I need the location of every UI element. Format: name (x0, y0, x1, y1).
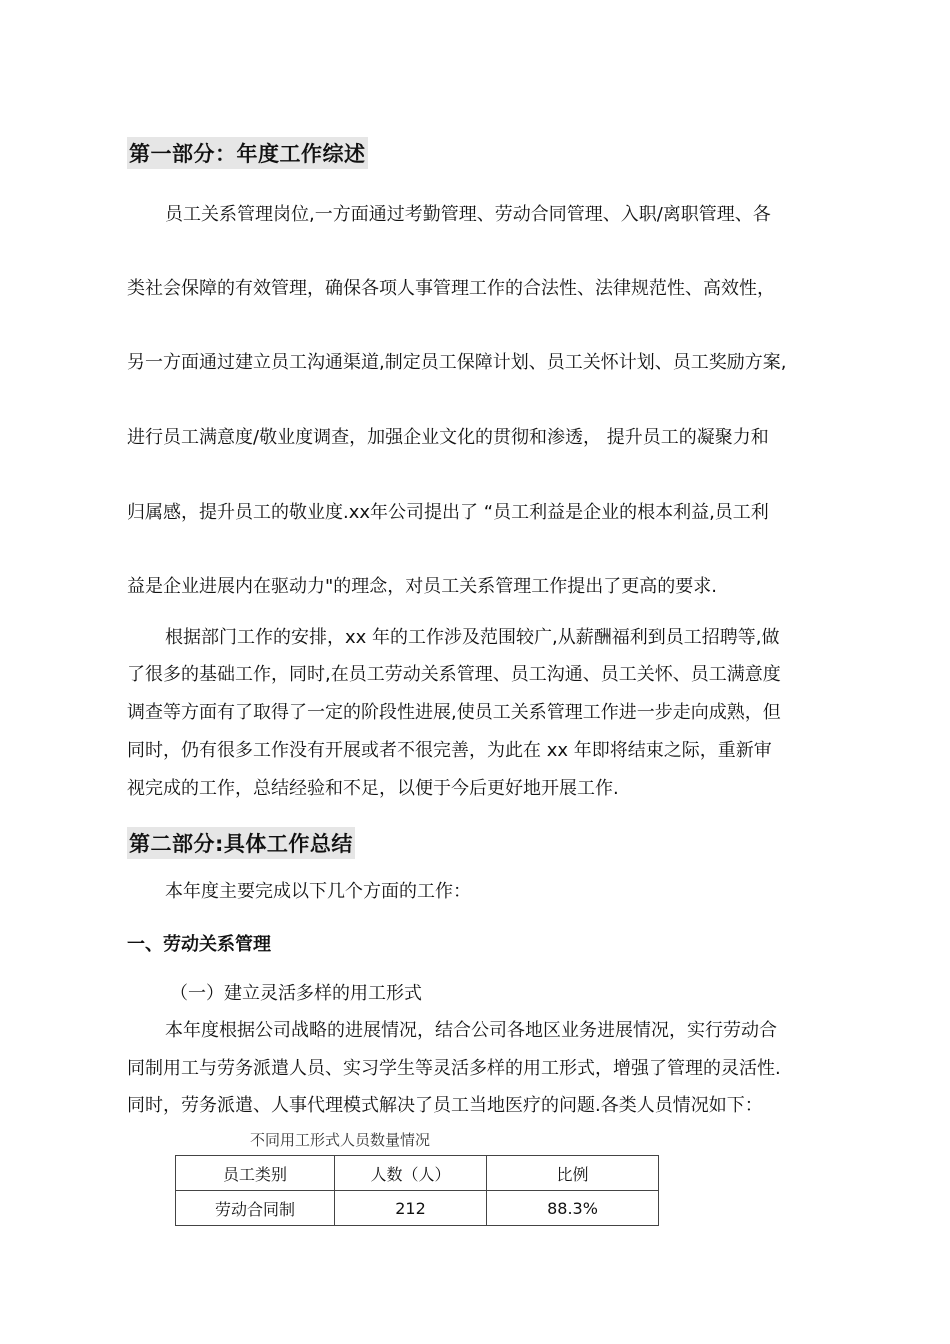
subsection-heading: （一）建立灵活多样的用工形式 (170, 983, 422, 1004)
table-cell: 212 (335, 1191, 487, 1226)
paragraph-line: 类社会保障的有效管理，确保各项人事管理工作的合法性、法律规范性、高效性， (127, 278, 775, 299)
table-row (176, 1191, 659, 1226)
paragraph-line: 调查等方面有了取得了一定的阶段性进展,使员工关系管理工作进一步走向成熟，但 (127, 702, 781, 723)
table-cell: 劳动合同制 (176, 1191, 335, 1226)
part2-heading: 第二部分:具体工作总结 (127, 827, 355, 859)
paragraph-line: 进行员工满意度/敬业度调查，加强企业文化的贯彻和渗透， 提升员工的凝聚力和 (127, 427, 769, 448)
paragraph-line: 根据部门工作的安排，xx 年的工作涉及范围较广,从薪酬福利到员工招聘等,做 (165, 627, 780, 648)
paragraph-line: 归属感，提升员工的敬业度.xx年公司提出了 “员工利益是企业的根本利益,员工利 (127, 502, 769, 523)
table-header-row (176, 1156, 659, 1191)
table-cell: 88.3% (487, 1191, 659, 1226)
paragraph-line: 视完成的工作，总结经验和不足，以便于今后更好地开展工作. (127, 778, 619, 799)
paragraph-line: 了很多的基础工作，同时,在员工劳动关系管理、员工沟通、员工关怀、员工满意度 (127, 664, 781, 685)
paragraph-line: 同时，劳务派遣、人事代理模式解决了员工当地医疗的问题.各类人员情况如下： (127, 1095, 763, 1116)
table-header-cell: 人数（人） (335, 1156, 487, 1191)
table-header-cell: 员工类别 (176, 1156, 335, 1191)
table-caption: 不同用工形式人员数量情况 (250, 1131, 431, 1149)
paragraph-line: 益是企业进展内在驱动力"的理念，对员工关系管理工作提出了更高的要求. (127, 576, 717, 597)
intro-line: 本年度主要完成以下几个方面的工作： (165, 881, 471, 902)
paragraph-line: 员工关系管理岗位,一方面通过考勤管理、劳动合同管理、入职/离职管理、各 (165, 204, 771, 225)
paragraph-line: 同制用工与劳务派遣人员、实习学生等灵活多样的用工形式，增强了管理的灵活性. (127, 1058, 781, 1079)
paragraph-line: 另一方面通过建立员工沟通渠道,制定员工保障计划、员工关怀计划、员工奖励方案, (127, 352, 787, 373)
personnel-table (175, 1155, 659, 1226)
part1-heading: 第一部分：年度工作综述 (127, 137, 368, 169)
paragraph-line: 同时，仍有很多工作没有开展或者不很完善，为此在 xx 年即将结束之际，重新审 (127, 740, 772, 761)
paragraph-line: 本年度根据公司战略的进展情况，结合公司各地区业务进展情况，实行劳动合 (165, 1020, 777, 1041)
table-header-cell: 比例 (487, 1156, 659, 1191)
section-heading: 一、劳动关系管理 (127, 934, 271, 955)
